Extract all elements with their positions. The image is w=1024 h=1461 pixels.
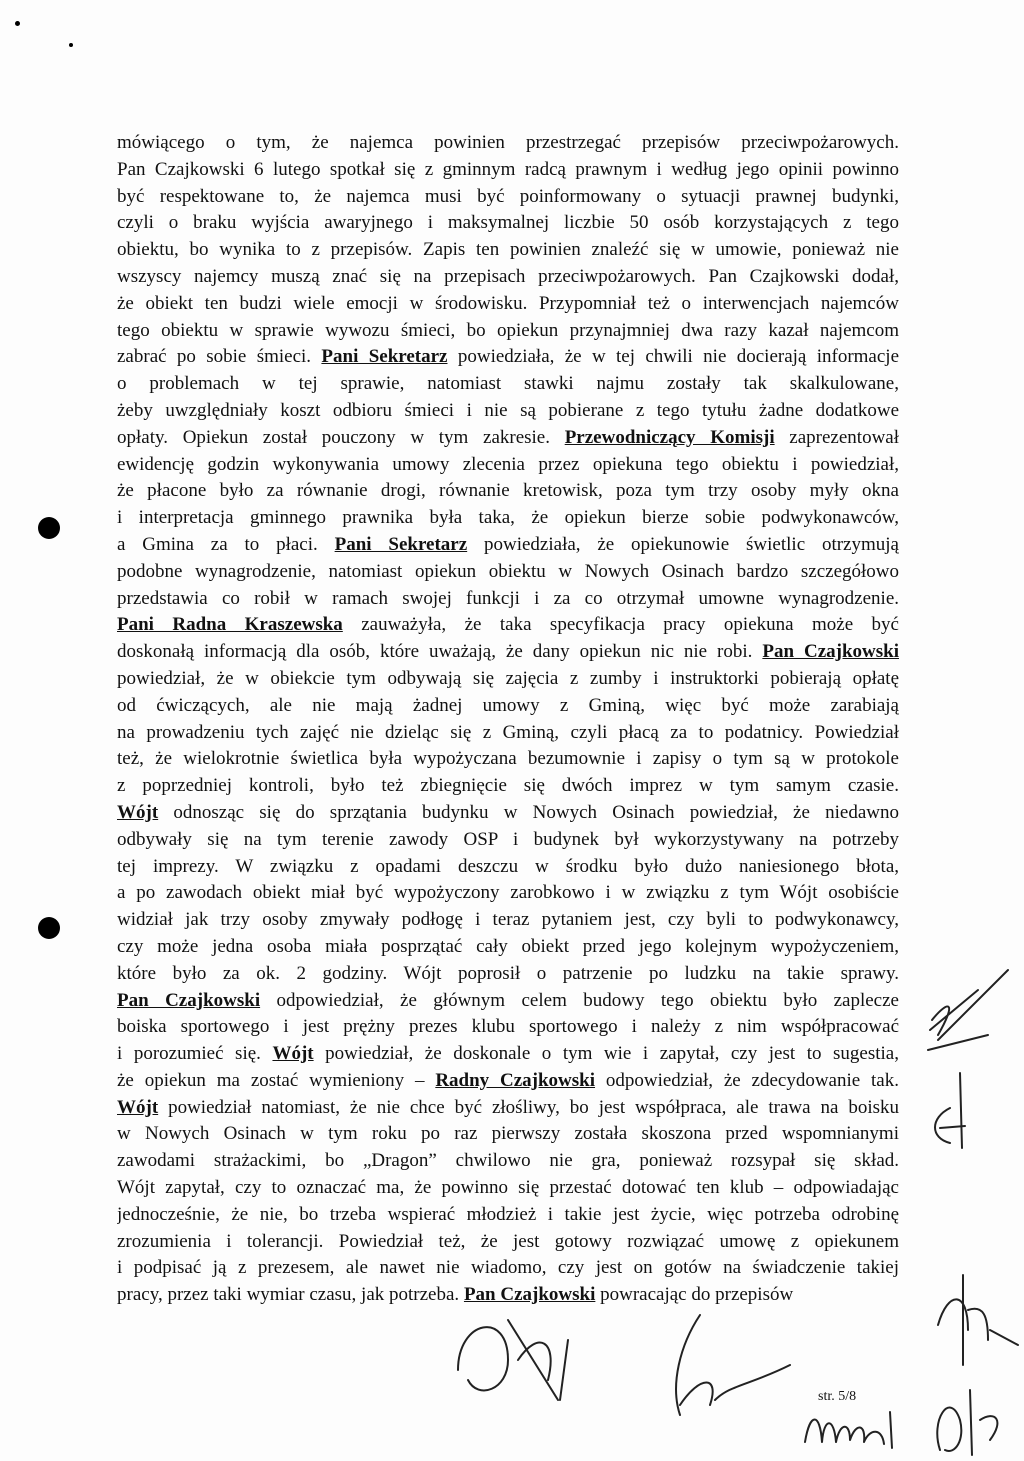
text-segment: opłaty. Opiekun został pouczony w tym zakresie.: [117, 426, 565, 448]
text-segment: powracając do przepisów: [595, 1284, 794, 1306]
text-line: [117, 264, 899, 291]
signature-bottom-1: [448, 1300, 578, 1410]
protocol-text: [117, 130, 899, 1309]
text-segment: odnosząc się do sprzątania budynku w Nowych Osinach powiedział, że niedawno: [158, 801, 899, 823]
text-segment: powiedziała, że opiekunowie świetlic otrzymują: [467, 533, 899, 555]
text-segment: zaprezentował: [774, 426, 899, 448]
text-line: [117, 586, 899, 613]
punch-hole: [38, 517, 60, 539]
text-segment: tej imprezy. W związku z opadami deszczu w środku było dużo naniesionego błota,: [117, 855, 899, 877]
punch-hole: [38, 917, 60, 939]
speaker-name: Radny Czajkowski: [435, 1069, 596, 1091]
text-segment: odpowiedział, że głównym celem budowy tego obiektu było zaplecze: [260, 989, 899, 1011]
text-segment: i podpisać ją z prezesem, ale nawet nie wiadomo, czy jest on gotów na świadczenie takiej: [117, 1257, 899, 1279]
text-line: [117, 1068, 899, 1095]
signature-bottom-2: [640, 1305, 800, 1435]
text-segment: z poprzedniej kontroli, było też zbiegnięcie się dwóch imprez w tym samym czasie.: [117, 775, 899, 797]
speaker-name: Pan Czajkowski: [117, 989, 261, 1011]
text-line: [117, 1095, 899, 1122]
text-line: [117, 1148, 899, 1175]
text-line: [117, 291, 899, 318]
speaker-name: Pan Czajkowski: [762, 641, 899, 663]
text-segment: zrozumienia i tolerancji. Powiedział też, że jest gotowy rozwiązać umowę z opiekunem: [117, 1230, 899, 1252]
text-segment: tego obiektu w sprawie wywozu śmieci, bo opiekun przynajmniej dwa razy kazał najemcom: [117, 319, 899, 341]
text-segment: zabrać po sobie śmieci.: [117, 346, 322, 368]
text-segment: przedstawia co robił w ramach swojej funkcji i za co otrzymał umowne wynagrodzenie.: [117, 587, 899, 609]
text-segment: i porozumieć się.: [117, 1043, 273, 1065]
text-line: [117, 478, 899, 505]
text-segment: powiedział natomiast, że nie chce być złośliwy, bo jest współpraca, ale trawa na boisku: [158, 1096, 899, 1118]
text-segment: powiedział, że doskonale o tym wie i zapytał, czy jest to sugestia,: [313, 1043, 899, 1065]
text-segment: że obiekt ten budzi wiele emocji w środowisku. Przypomniał też o interwencjach najemców: [117, 292, 899, 314]
text-segment: obiektu, bo wynika to z przepisów. Zapis ten powinien znaleźć się w umowie, ponieważ nie: [117, 239, 899, 261]
text-segment: boiska sportowego i jest prężny prezes klubu sportowego i należy z nim współpracować: [117, 1016, 899, 1038]
text-line: [117, 1041, 899, 1068]
text-line: [117, 746, 899, 773]
text-segment: odpowiedział, że zdecydowanie tak.: [595, 1069, 899, 1091]
text-line: [117, 1229, 899, 1256]
speaker-name: Wójt: [117, 801, 159, 823]
text-line: [117, 639, 899, 666]
text-segment: Pan Czajkowski 6 lutego spotkał się z gminnym radcą prawnym i według jego opinii powinno: [117, 158, 899, 180]
text-line: [117, 880, 899, 907]
text-line: [117, 773, 899, 800]
signature-right-middle: [920, 1068, 980, 1168]
speaker-name: Pani Sekretarz: [334, 533, 468, 555]
signature-bottom-3: [800, 1392, 910, 1452]
text-segment: widział jak trzy osoby zmywały podłogę i teraz pytaniem jest, czy byli to podwykonawcy,: [117, 909, 899, 931]
speaker-name: Pan Czajkowski: [463, 1284, 596, 1306]
text-segment: Wójt zapytał, czy to oznaczać ma, że powinno się przestać dotować ten klub – odpowiadając: [117, 1177, 899, 1199]
text-line: [117, 398, 899, 425]
text-line: [117, 988, 899, 1015]
text-line: [117, 907, 899, 934]
speaker-name: Wójt: [117, 1096, 159, 1118]
text-line: [117, 1014, 899, 1041]
text-segment: które było za ok. 2 godziny. Wójt poprosił o patrzenie po ludzku na takie sprawy.: [117, 962, 899, 984]
text-line: [117, 1175, 899, 1202]
text-line: [117, 961, 899, 988]
speaker-name: Pani Radna Kraszewska: [117, 614, 343, 636]
text-line: [117, 505, 899, 532]
text-segment: a Gmina za to płaci.: [117, 533, 335, 555]
scan-dot: [69, 43, 73, 47]
text-segment: o problemach w tej sprawie, natomiast stawki najmu zostały tak skalkulowane,: [117, 373, 899, 395]
text-segment: czy może jedna osoba miała posprzątać cały obiekt przed jego kolejnym wypożyczeniem,: [117, 935, 899, 957]
text-segment: ewidencję godzin wykonywania umowy zlecenia przez opiekuna tego obiektu i powiedział,: [117, 453, 899, 475]
speaker-name: Wójt: [272, 1043, 314, 1065]
text-segment: podobne wynagrodzenie, natomiast opiekun obiektu w Nowych Osinach bardzo szczegółowo: [117, 560, 899, 582]
text-segment: doskonałą informacją dla osób, które uważają, że dany opiekun nic nie robi.: [117, 641, 763, 663]
speaker-name: Przewodniczący Komisji: [564, 426, 775, 448]
text-segment: a po zawodach obiekt miał być wypożyczony zarobkowo i w związku z tym Wójt osobiście: [117, 882, 899, 904]
text-line: [117, 666, 899, 693]
text-segment: żeby uwzględniały koszt odbioru śmieci i nie są pobierane z tego tytułu żadne dodatkowe: [117, 399, 899, 421]
text-segment: pracy, przez taki wymiar czasu, jak potrzeba.: [117, 1284, 464, 1306]
text-segment: wszyscy najemcy muszą znać się na przepisach przeciwpożarowych. Pan Czajkowski dodał,: [117, 265, 899, 287]
text-segment: i interpretacja gminnego prawnika była taka, że opiekun bierze sobie podwykonawców,: [117, 507, 899, 529]
text-line: [117, 157, 899, 184]
text-line: [117, 452, 899, 479]
text-line: [117, 720, 899, 747]
text-line: [117, 371, 899, 398]
text-line: [117, 210, 899, 237]
text-segment: mówiącego o tym, że najemca powinien przestrzegać przepisów przeciwpożarowych.: [117, 132, 899, 153]
text-line: [117, 318, 899, 345]
text-segment: od ćwiczących, ale nie mają żadnej umowy z Gminą, więc być może zarabiają: [117, 694, 899, 716]
signature-right-upper: [918, 960, 1018, 1060]
text-line: [117, 612, 899, 639]
text-segment: jednocześnie, że nie, bo trzeba wspierać młodzież i takie jest życie, więc potrzeba odrobinę: [117, 1203, 899, 1225]
text-line: [117, 184, 899, 211]
text-line: [117, 344, 899, 371]
text-segment: odbywały się na tym terenie zawody OSP i budynek był wykorzystywany na potrzeby: [117, 828, 899, 850]
text-line: [117, 800, 899, 827]
text-segment: też, że wielokrotnie świetlica była wypożyczana bezumownie i zapisy o tym są w protokole: [117, 748, 899, 770]
text-line: [117, 425, 899, 452]
page-number: str. 5/8: [818, 1389, 857, 1404]
text-segment: powiedziała, że w tej chwili nie docierają informacje: [447, 346, 899, 368]
text-line: [117, 1121, 899, 1148]
text-line: [117, 1202, 899, 1229]
text-line: [117, 237, 899, 264]
text-segment: w Nowych Osinach w tym roku po raz pierwszy została skoszona przed wspomnianymi: [117, 1123, 899, 1145]
text-segment: czyli o braku wyjścia awaryjnego i maksymalnej liczbie 50 osób korzystających z tego: [117, 212, 899, 234]
text-line: [117, 1255, 899, 1282]
text-segment: zawodami strażackimi, bo „Dragon” chwilowo nie gra, ponieważ rozsypał się skład.: [117, 1150, 899, 1172]
text-line: [117, 693, 899, 720]
text-line: [117, 934, 899, 961]
signature-right-lower: [928, 1270, 1024, 1380]
text-segment: być respektowane to, że najemca musi być poinformowany o sytuacji prawnej budynki,: [117, 185, 899, 207]
text-line: [117, 130, 899, 157]
text-segment: zauważyła, że taka specyfikacja pracy opiekuna może być: [342, 614, 899, 636]
text-segment: na prowadzeniu tych zajęć nie dzieląc się z Gminą, czyli płacą za to podatnicy. Powiedział: [117, 721, 899, 743]
scan-dot: [15, 21, 20, 26]
text-line: [117, 532, 899, 559]
text-segment: że płacone było za równanie drogi, równanie kretowisk, poza tym trzy osoby myły okna: [117, 480, 899, 502]
text-segment: powiedział, że w obiekcie tym odbywają się zajęcia z zumby i instruktorki pobierają opłatę: [117, 667, 899, 689]
signature-bottom-4: [920, 1380, 1010, 1460]
speaker-name: Pani Sekretarz: [321, 346, 448, 368]
text-line: [117, 827, 899, 854]
text-line: [117, 854, 899, 881]
text-segment: że opiekun ma zostać wymieniony –: [117, 1069, 436, 1091]
text-line: [117, 559, 899, 586]
